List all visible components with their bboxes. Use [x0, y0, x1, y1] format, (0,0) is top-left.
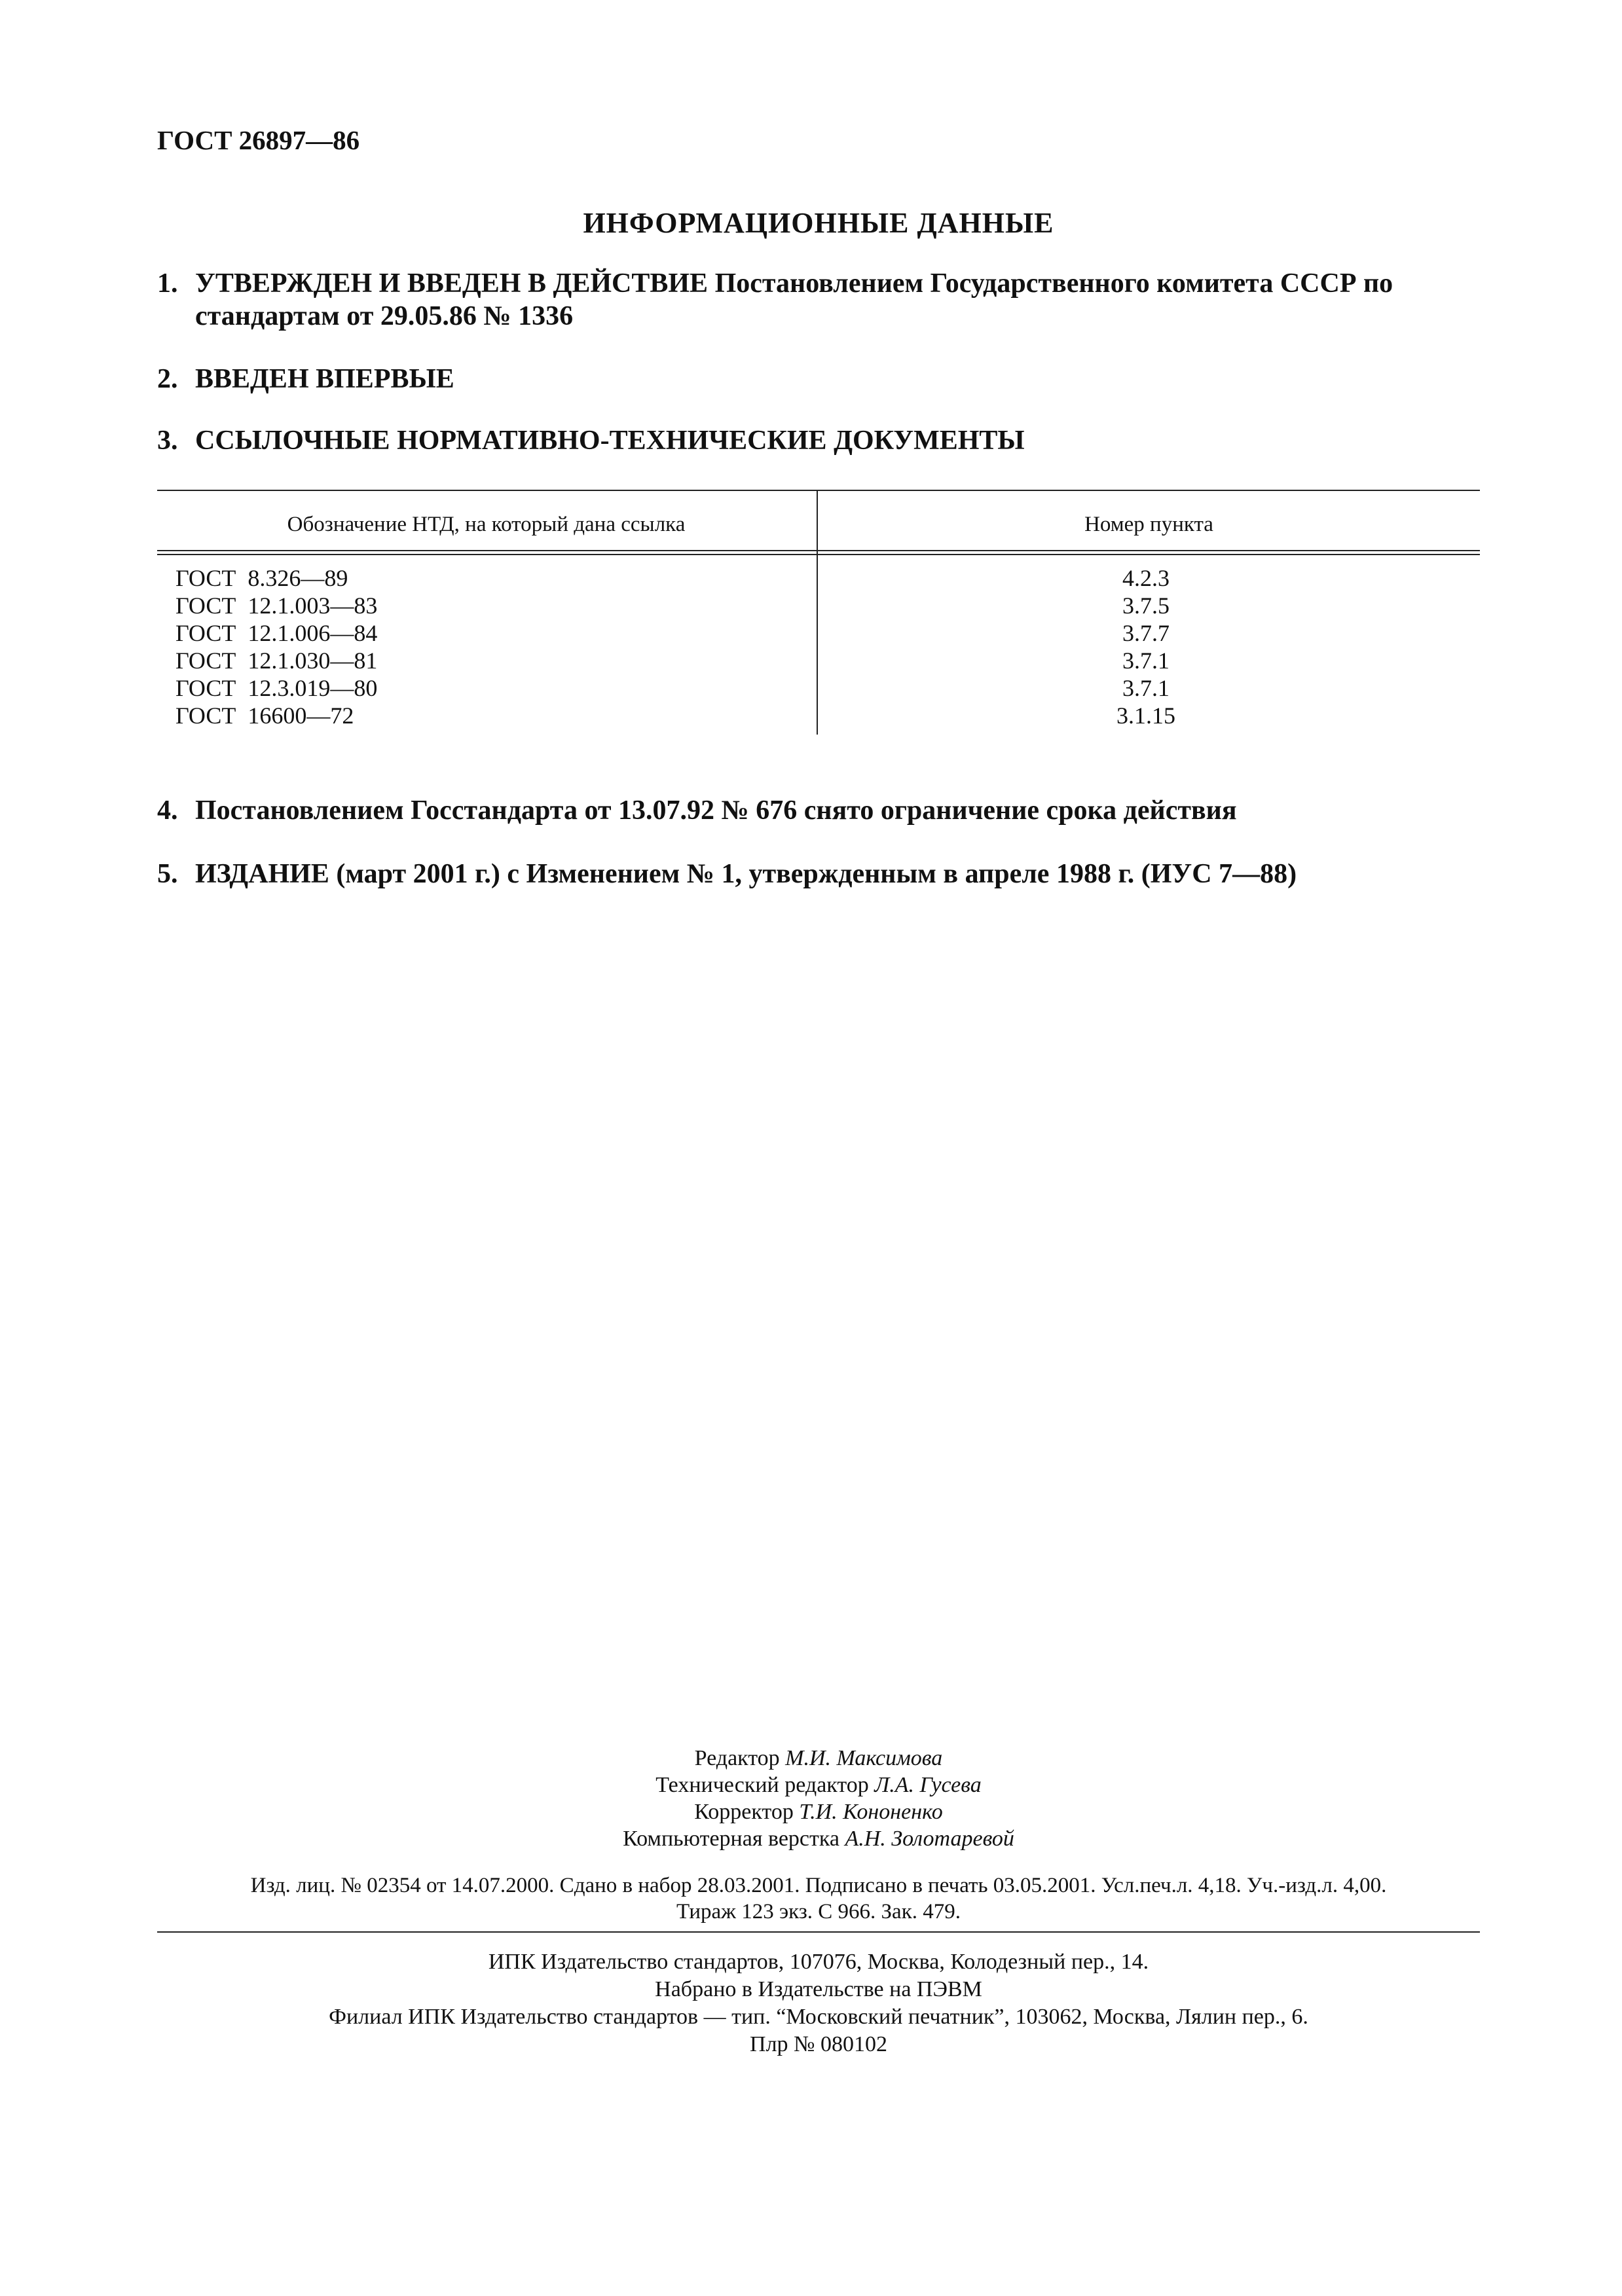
item-2	[157, 363, 1480, 395]
table-cell-clause: 3.7.7	[1122, 620, 1170, 646]
publication-line-1: Изд. лиц. № 02354 от 14.07.2000. Сдано в набор 28.03.2001. Подписано в печать 03.05.2001. Усл.печ.л. 4,18. Уч.-изд.л. 4,00.	[250, 1874, 1387, 1897]
table-cell-clause: 3.7.5	[1122, 592, 1170, 619]
credit-layout	[157, 1825, 1480, 1852]
table-cell-document: ГОСТ 12.1.003—83	[175, 592, 378, 619]
table-cell-clause: 4.2.3	[1122, 565, 1170, 591]
item-text: ИЗДАНИЕ (март 2001 г.) с Изменением № 1, утвержденным в апреле 1988 г. (ИУС 7—88)	[195, 859, 1297, 889]
item-number: 3.	[157, 426, 178, 456]
footer-rule	[157, 1931, 1480, 1933]
table-cell-document: ГОСТ 16600—72	[175, 702, 354, 729]
credit-name: А.Н. Золотаревой	[845, 1827, 1014, 1851]
publication-line-2: Тираж 123 экз. С 966. Зак. 479.	[676, 1900, 961, 1923]
printing-line-2: Набрано в Издательстве на ПЭВМ	[655, 1977, 982, 2001]
table-header-clause: Номер пункта	[1084, 513, 1213, 536]
table-header-rule	[157, 550, 1480, 551]
printing-line-1: ИПК Издательство стандартов, 107076, Москва, Колодезный пер., 14.	[488, 1950, 1149, 1974]
item-text: Постановлением Госстандарта от 13.07.92 № 676 снято ограничение срока действия	[195, 795, 1237, 826]
item-number: 5.	[157, 859, 178, 889]
item-4	[157, 794, 1480, 827]
credit-label: Редактор	[694, 1746, 780, 1770]
item-5	[157, 858, 1480, 890]
credit-tech-editor	[157, 1772, 1480, 1798]
table-cell-document: ГОСТ 12.1.030—81	[175, 647, 378, 674]
table-header-document: Обозначение НТД, на который дана ссылка	[287, 513, 686, 536]
section-title: ИНФОРМАЦИОННЫЕ ДАННЫЕ	[583, 207, 1054, 239]
credit-label: Компьютерная верстка	[623, 1827, 839, 1851]
printing-line-4: Плр № 080102	[750, 2032, 887, 2056]
table-cell-clause: 3.7.1	[1122, 647, 1170, 674]
credit-corrector	[157, 1798, 1480, 1825]
document-code: ГОСТ 26897—86	[157, 125, 360, 155]
credit-name: Л.А. Гусева	[874, 1773, 982, 1797]
credit-label: Корректор	[694, 1800, 794, 1824]
printing-line-3: Филиал ИПК Издательство стандартов — тип. “Московский печатник”, 103062, Москва, Лялин пер., 6.	[329, 2005, 1308, 2029]
credit-label: Технический редактор	[655, 1773, 869, 1797]
table-top-rule	[157, 490, 1480, 491]
credit-editor	[157, 1745, 1480, 1772]
item-3	[157, 424, 1480, 457]
item-text: УТВЕРЖДЕН И ВВЕДЕН В ДЕЙСТВИЕ Постановлением Государственного комитета СССР по стандартам от 29.05.86 № 1336	[195, 268, 1393, 331]
credit-name: Т.И. Кононенко	[799, 1800, 943, 1824]
table-cell-document: ГОСТ 12.3.019—80	[175, 675, 378, 701]
table-header-rule-double	[157, 554, 1480, 555]
credit-name: М.И. Максимова	[785, 1746, 943, 1770]
item-number: 2.	[157, 364, 178, 394]
table-cell-clause: 3.1.15	[1116, 702, 1175, 729]
item-number: 1.	[157, 268, 178, 299]
table-cell-document: ГОСТ 8.326—89	[175, 565, 348, 591]
item-text: ССЫЛОЧНЫЕ НОРМАТИВНО-ТЕХНИЧЕСКИЕ ДОКУМЕНТЫ	[195, 426, 1025, 456]
table-cell-clause: 3.7.1	[1122, 675, 1170, 701]
item-text: ВВЕДЕН ВПЕРВЫЕ	[195, 364, 454, 394]
item-1	[157, 267, 1480, 333]
item-number: 4.	[157, 795, 178, 826]
table-cell-document: ГОСТ 12.1.006—84	[175, 620, 378, 646]
